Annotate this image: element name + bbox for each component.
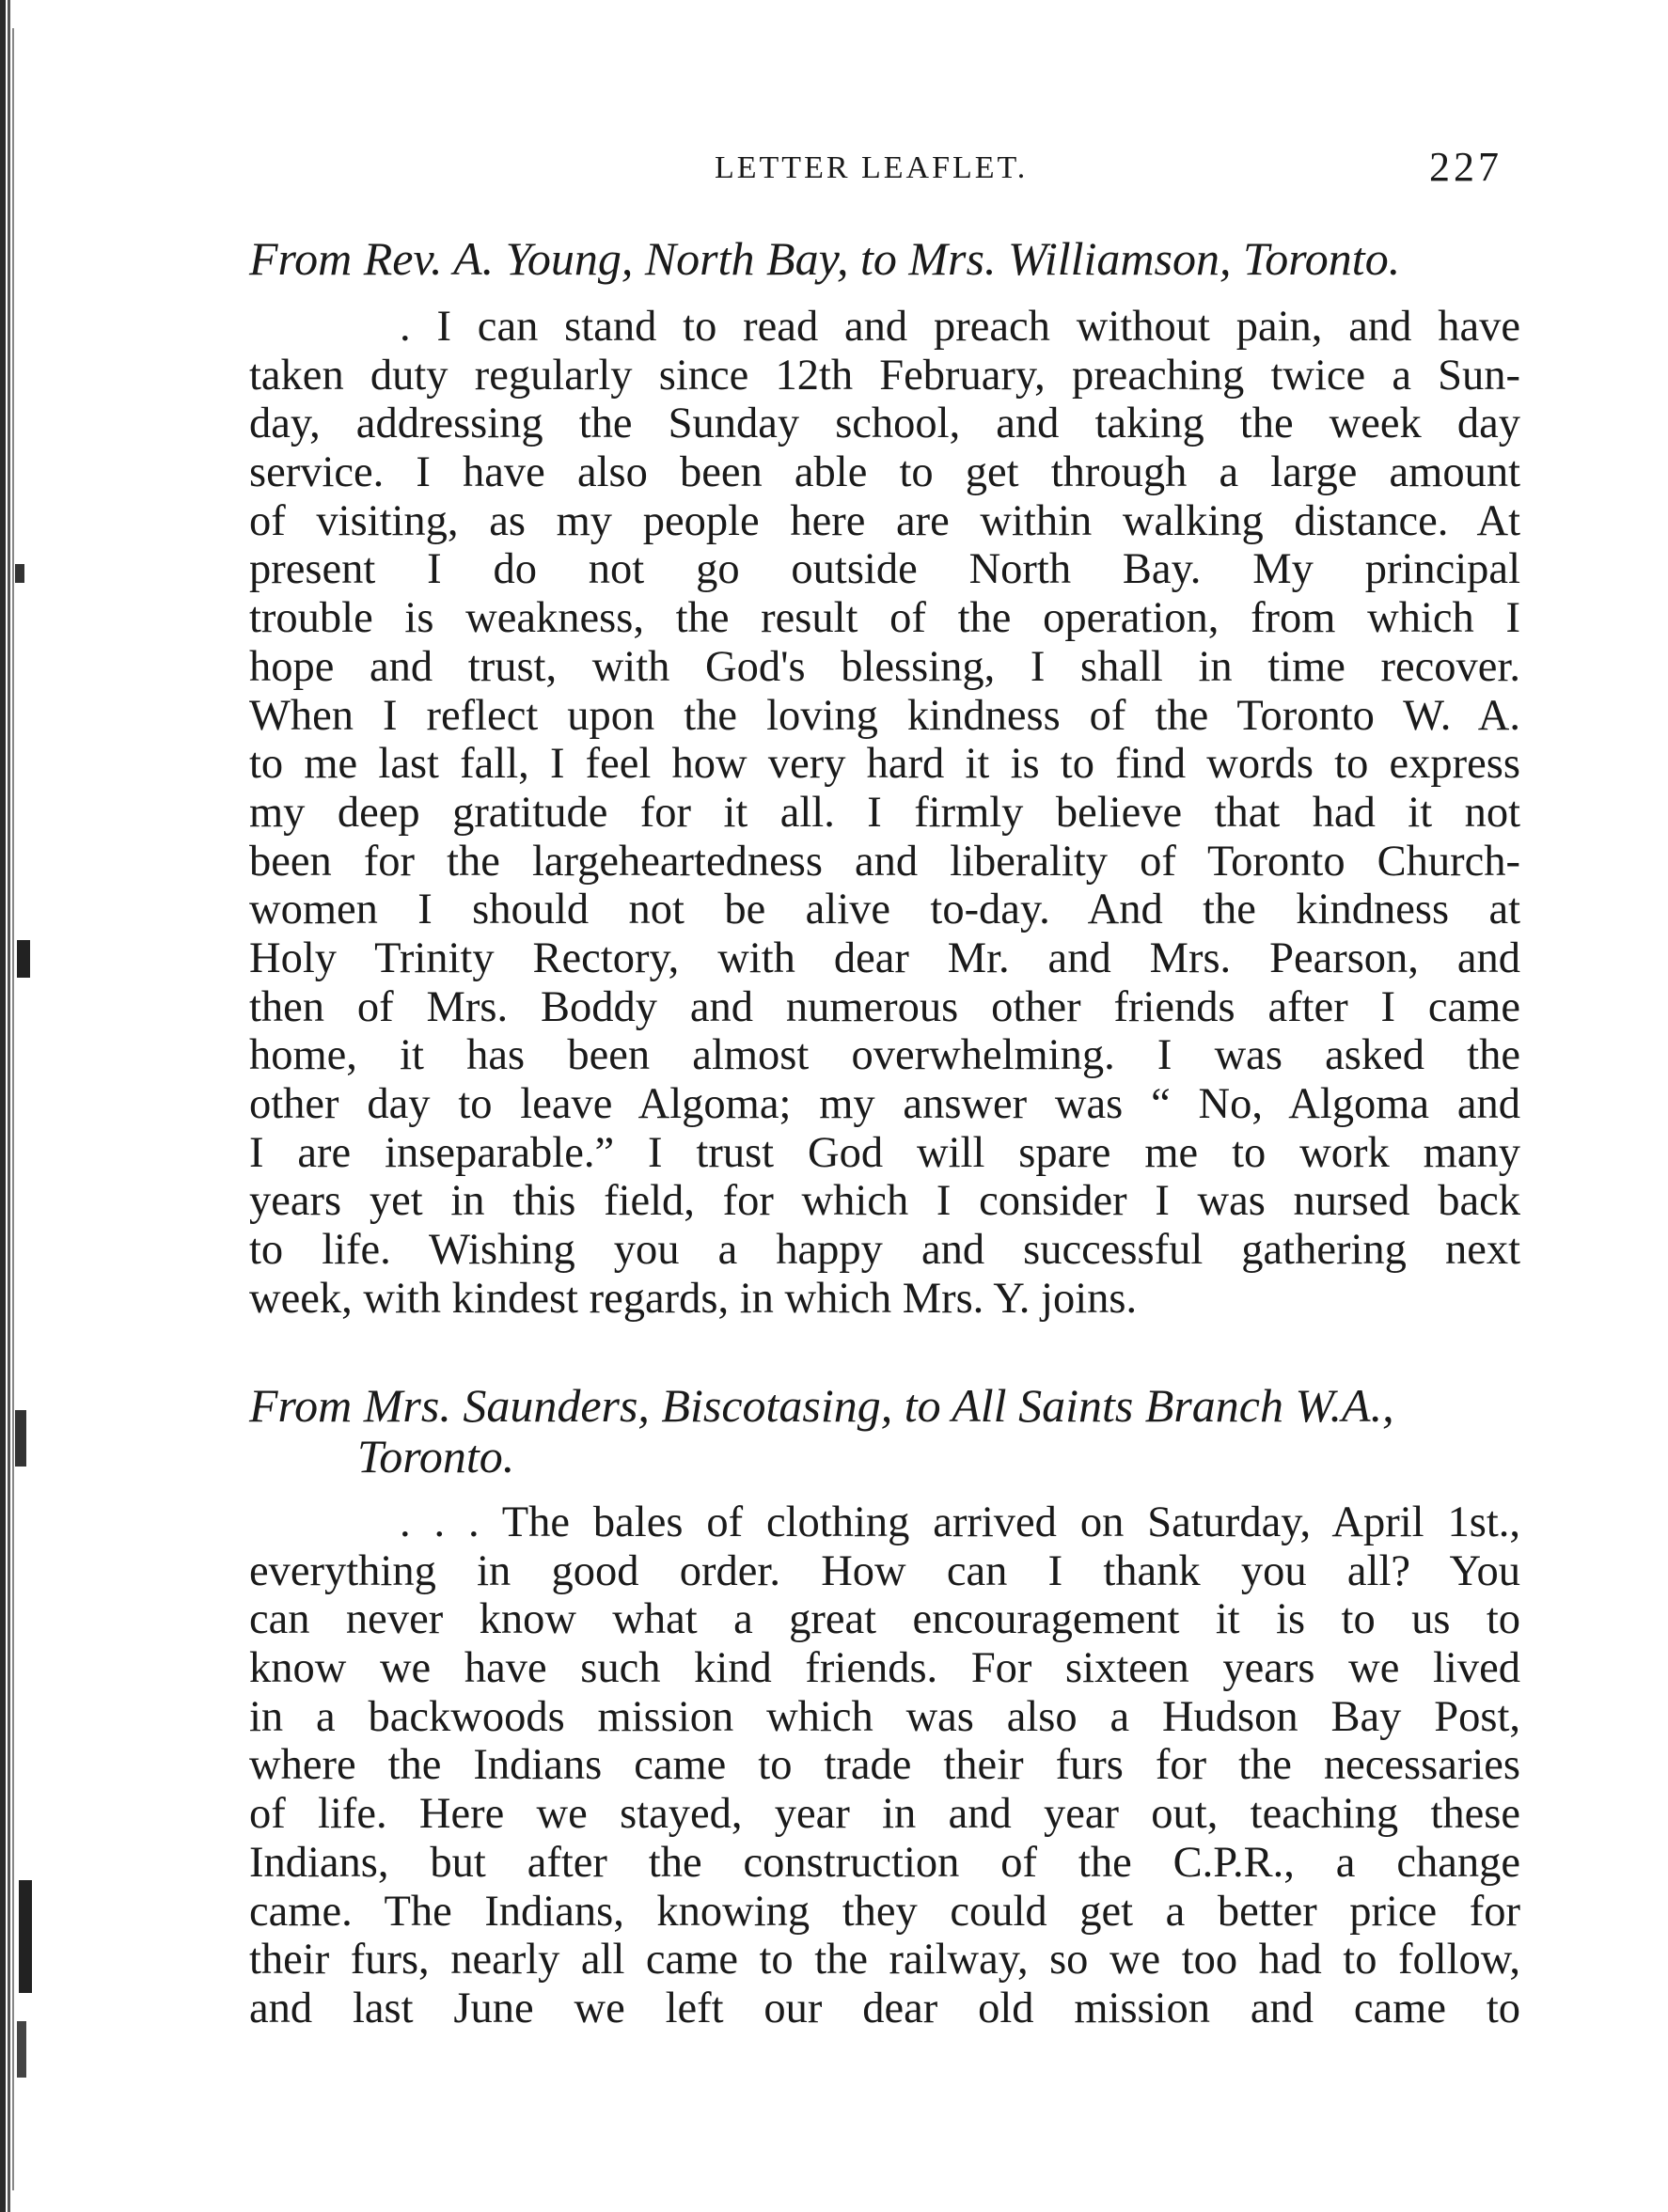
body-line: home, it has been almost overwhelming. I was asked the — [249, 1031, 1520, 1080]
page-binding-edge — [0, 0, 43, 2212]
body-line: day, addressing the Sunday school, and taking the week day — [249, 400, 1520, 448]
body-line: . . . The bales of clothing arrived on Saturday, April 1st., — [400, 1498, 1520, 1546]
body-line: my deep gratitude for it all. I firmly believe that had it not — [249, 788, 1520, 837]
body-line: . I can stand to read and preach without pain, and have — [400, 303, 1520, 351]
body-line: to me last fall, I feel how very hard it is to find words to express — [249, 740, 1520, 789]
letter-heading-line: From Rev. A. Young, North Bay, to Mrs. Williamson, Toronto. — [249, 232, 1401, 285]
body-line: can never know what a great encouragement it is to us to — [249, 1595, 1520, 1644]
body-line: When I reflect upon the loving kindness of the Toronto W. A. — [249, 691, 1520, 740]
body-line: Indians, but after the construction of the C.P.R., a change — [249, 1838, 1520, 1887]
letter-heading-2 — [249, 1380, 1394, 1482]
body-line: hope and trust, with God's blessing, I shall in time recover. — [249, 642, 1520, 691]
body-line: then of Mrs. Boddy and numerous other friends after I came — [249, 982, 1520, 1031]
body-line: week, with kindest regards, in which Mrs. Y. joins. — [249, 1274, 1138, 1323]
body-line: came. The Indians, knowing they could get a better price for — [249, 1887, 1520, 1936]
body-line: been for the largeheartedness and liberality of Toronto Church- — [249, 837, 1520, 886]
letter-heading-line: Toronto. — [357, 1430, 515, 1483]
body-line: of life. Here we stayed, year in and year out, teaching these — [249, 1790, 1520, 1839]
body-line: in a backwoods mission which was also a Hudson Bay Post, — [249, 1692, 1520, 1741]
body-line: service. I have also been able to get through a large amount — [249, 448, 1520, 497]
page-number: 227 — [1429, 144, 1503, 190]
body-line: other day to leave Algoma; my answer was “ No, Algoma and — [249, 1080, 1520, 1128]
letter-body-1 — [249, 303, 1520, 1323]
letter-heading-line: From Mrs. Saunders, Biscotasing, to All Saints Branch W.A., — [249, 1379, 1394, 1432]
body-line: to life. Wishing you a happy and successful gathering next — [249, 1226, 1520, 1275]
body-line: present I do not go outside North Bay. My principal — [249, 545, 1520, 594]
body-line: women I should not be alive to-day. And the kindness at — [249, 886, 1520, 934]
running-title: LETTER LEAFLET. — [715, 150, 1029, 185]
body-line: where the Indians came to trade their furs for the necessaries — [249, 1741, 1520, 1790]
body-line: trouble is weakness, the result of the operation, from which I — [249, 594, 1520, 643]
body-line: and last June we left our dear old mission and came to — [249, 1984, 1520, 2032]
body-line: I are inseparable.” I trust God will spare me to work many — [249, 1128, 1520, 1177]
letter-body-2 — [249, 1498, 1520, 2033]
body-line: their furs, nearly all came to the railway, so we too had to follow, — [249, 1936, 1520, 1985]
letter-heading-1 — [249, 233, 1400, 284]
body-line: taken duty regularly since 12th February, preaching twice a Sun- — [249, 351, 1520, 400]
body-line: know we have such kind friends. For sixteen years we lived — [249, 1644, 1520, 1693]
body-line: years yet in this field, for which I consider I was nursed back — [249, 1177, 1520, 1226]
body-line: Holy Trinity Rectory, with dear Mr. and Mrs. Pearson, and — [249, 933, 1520, 982]
body-line: everything in good order. How can I thank you all? You — [249, 1546, 1520, 1595]
body-line: of visiting, as my people here are within walking distance. At — [249, 496, 1520, 545]
running-head — [0, 141, 1668, 197]
